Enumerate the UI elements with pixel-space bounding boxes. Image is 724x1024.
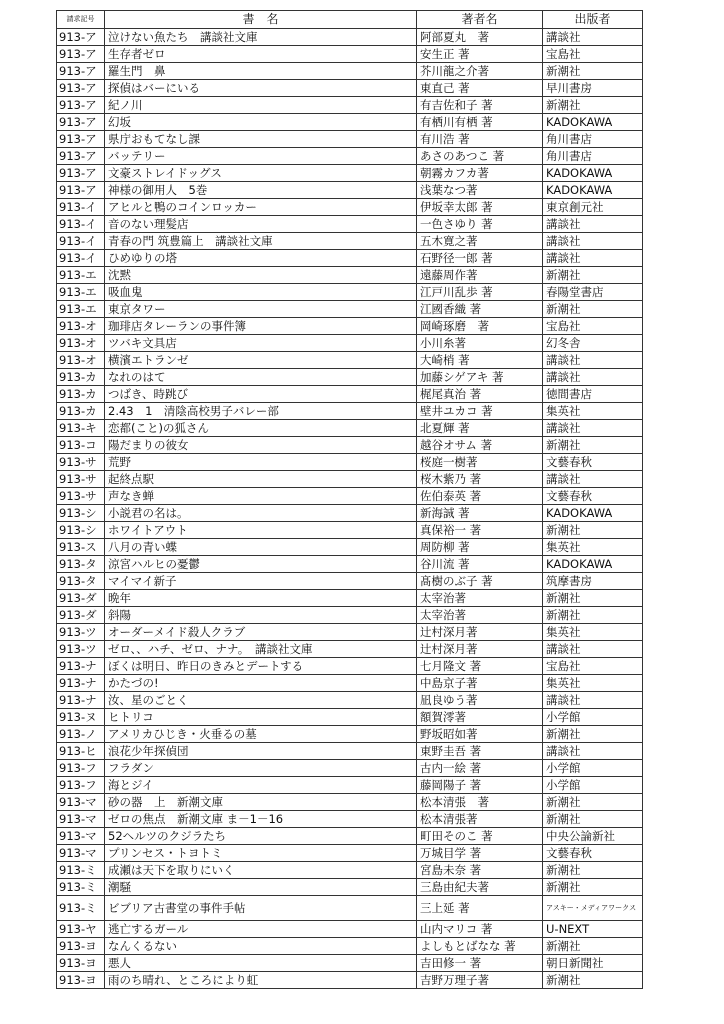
author-cell: 辻村深月著 (417, 641, 543, 658)
publisher-cell: 小学館 (543, 777, 643, 794)
publisher-cell: 幻冬舎 (543, 335, 643, 352)
publisher-cell: 講談社 (543, 420, 643, 437)
title-header: 書 名 (105, 11, 417, 29)
publisher-cell: 新潮社 (543, 938, 643, 955)
title-cell: 涼宮ハルヒの憂鬱 (105, 556, 417, 573)
author-cell: 額賀澪著 (417, 709, 543, 726)
publisher-cell: 新潮社 (543, 794, 643, 811)
title-cell: 幻坂 (105, 114, 417, 131)
table-row (57, 760, 643, 777)
call-number-cell: 913-ア (57, 80, 105, 97)
publisher-cell: 角川書店 (543, 148, 643, 165)
title-cell: 浪花少年探偵団 (105, 743, 417, 760)
author-cell: 周防柳 著 (417, 539, 543, 556)
title-cell: 荒野 (105, 454, 417, 471)
table-row (57, 267, 643, 284)
author-cell: 松本清張著 (417, 811, 543, 828)
author-cell: 梶尾真治 著 (417, 386, 543, 403)
table-row (57, 675, 643, 692)
publisher-cell: 講談社 (543, 233, 643, 250)
author-cell: 新海誠 著 (417, 505, 543, 522)
title-cell: つばき、時跳び (105, 386, 417, 403)
table-row (57, 29, 643, 46)
author-cell: 伊坂幸太郎 著 (417, 199, 543, 216)
table-row (57, 862, 643, 879)
title-cell: 悪人 (105, 955, 417, 972)
call-number-cell: 913-サ (57, 488, 105, 505)
call-number-cell: 913-ナ (57, 658, 105, 675)
table-row (57, 590, 643, 607)
call-number-cell: 913-カ (57, 403, 105, 420)
call-number-cell: 913-キ (57, 420, 105, 437)
call-number-cell: 913-オ (57, 318, 105, 335)
call-number-cell: 913-タ (57, 556, 105, 573)
call-number-cell: 913-マ (57, 811, 105, 828)
call-number-cell: 913-タ (57, 573, 105, 590)
author-cell: 七月隆文 著 (417, 658, 543, 675)
table-row (57, 955, 643, 972)
table-row (57, 539, 643, 556)
author-cell: 岡崎琢磨 著 (417, 318, 543, 335)
author-cell: 桜木紫乃 著 (417, 471, 543, 488)
table-row (57, 352, 643, 369)
publisher-cell: 講談社 (543, 743, 643, 760)
table-row (57, 692, 643, 709)
publisher-cell: 文藝春秋 (543, 488, 643, 505)
title-cell: 八月の青い蝶 (105, 539, 417, 556)
call-number-cell: 913-ア (57, 148, 105, 165)
publisher-cell: 朝日新聞社 (543, 955, 643, 972)
call-number-cell: 913-ア (57, 63, 105, 80)
table-row (57, 607, 643, 624)
publisher-cell: 新潮社 (543, 879, 643, 896)
call-number-cell: 913-イ (57, 233, 105, 250)
title-cell: 県庁おもてなし課 (105, 131, 417, 148)
table-row (57, 403, 643, 420)
publisher-cell: 徳間書店 (543, 386, 643, 403)
table-row (57, 709, 643, 726)
table-row (57, 879, 643, 896)
table-row (57, 658, 643, 675)
title-cell: 2.43 1 清陰高校男子バレー部 (105, 403, 417, 420)
table-row (57, 573, 643, 590)
book-list-table (56, 10, 643, 989)
title-cell: 海とジイ (105, 777, 417, 794)
table-row (57, 199, 643, 216)
table-row (57, 811, 643, 828)
title-cell: ゼロ、、ハチ、ゼロ、ナナ。 講談社文庫 (105, 641, 417, 658)
title-cell: アヒルと鴨のコインロッカー (105, 199, 417, 216)
table-row (57, 641, 643, 658)
table-row (57, 46, 643, 63)
call-number-cell: 913-ツ (57, 624, 105, 641)
author-cell: 谷川流 著 (417, 556, 543, 573)
author-cell: 髙樹のぶ子 著 (417, 573, 543, 590)
publisher-cell: 新潮社 (543, 522, 643, 539)
title-cell: 成瀬は天下を取りにいく (105, 862, 417, 879)
title-cell: 52ヘルツのクジラたち (105, 828, 417, 845)
title-cell: 吸血鬼 (105, 284, 417, 301)
author-cell: 東直己 著 (417, 80, 543, 97)
title-cell: 青春の門 筑豊篇上 講談社文庫 (105, 233, 417, 250)
publisher-cell: 集英社 (543, 675, 643, 692)
title-cell: 珈琲店タレーランの事件簿 (105, 318, 417, 335)
title-cell: ぼくは明日、昨日のきみとデートする (105, 658, 417, 675)
publisher-cell: 講談社 (543, 692, 643, 709)
call-number-cell: 913-ミ (57, 896, 105, 921)
header-row (57, 11, 643, 29)
publisher-cell: 講談社 (543, 641, 643, 658)
title-cell: 起終点駅 (105, 471, 417, 488)
publisher-cell: 中央公論新社 (543, 828, 643, 845)
call-number-cell: 913-ナ (57, 692, 105, 709)
table-row (57, 250, 643, 267)
table-row (57, 420, 643, 437)
call-number-cell: 913-マ (57, 828, 105, 845)
call-number-cell: 913-シ (57, 522, 105, 539)
call-number-cell: 913-イ (57, 216, 105, 233)
table-row (57, 845, 643, 862)
title-cell: 神様の御用人 5巻 (105, 182, 417, 199)
call-number-cell: 913-カ (57, 386, 105, 403)
publisher-cell: 新潮社 (543, 862, 643, 879)
title-cell: バッテリー (105, 148, 417, 165)
author-cell: 太宰治著 (417, 607, 543, 624)
title-cell: アメリカひじき・火垂るの墓 (105, 726, 417, 743)
publisher-cell: 講談社 (543, 250, 643, 267)
author-cell: 三上延 著 (417, 896, 543, 921)
call-number-cell: 913-ミ (57, 862, 105, 879)
publisher-cell: 集英社 (543, 624, 643, 641)
call-number-cell: 913-ヌ (57, 709, 105, 726)
call-number-cell: 913-マ (57, 845, 105, 862)
call-number-cell: 913-イ (57, 199, 105, 216)
table-row (57, 148, 643, 165)
publisher-cell: 宝島社 (543, 658, 643, 675)
author-cell: 壁井ユカコ 著 (417, 403, 543, 420)
table-row (57, 522, 643, 539)
call-number-cell: 913-ア (57, 131, 105, 148)
call-number-cell: 913-ツ (57, 641, 105, 658)
author-cell: 遠藤周作著 (417, 267, 543, 284)
call-number-cell: 913-ア (57, 97, 105, 114)
title-cell: ヒトリコ (105, 709, 417, 726)
author-cell: よしもとばなな 著 (417, 938, 543, 955)
book-list-sheet (56, 10, 643, 989)
table-row (57, 284, 643, 301)
title-cell: 東京タワー (105, 301, 417, 318)
publisher-cell: 新潮社 (543, 267, 643, 284)
publisher-cell: 講談社 (543, 29, 643, 46)
table-row (57, 233, 643, 250)
table-row (57, 896, 643, 921)
title-cell: 砂の器 上 新潮文庫 (105, 794, 417, 811)
author-cell: 五木寛之著 (417, 233, 543, 250)
call-number-cell: 913-フ (57, 777, 105, 794)
table-row (57, 335, 643, 352)
table-row (57, 505, 643, 522)
table-row (57, 301, 643, 318)
title-cell: 逃亡するガール (105, 921, 417, 938)
call-number-cell: 913-ア (57, 29, 105, 46)
call-number-cell: 913-ダ (57, 607, 105, 624)
author-cell: 浅葉なつ著 (417, 182, 543, 199)
author-cell: 中島京子著 (417, 675, 543, 692)
call-number-cell: 913-ダ (57, 590, 105, 607)
call-number-cell: 913-ア (57, 114, 105, 131)
call-number-cell: 913-ス (57, 539, 105, 556)
publisher-cell: 小学館 (543, 760, 643, 777)
call-number-cell: 913-ア (57, 165, 105, 182)
title-cell: 沈黙 (105, 267, 417, 284)
publisher-cell: KADOKAWA (543, 114, 643, 131)
author-cell: 有栖川有栖 著 (417, 114, 543, 131)
table-row (57, 369, 643, 386)
publisher-cell: 文藝春秋 (543, 845, 643, 862)
table-row (57, 777, 643, 794)
table-row (57, 488, 643, 505)
table-row (57, 828, 643, 845)
publisher-cell: 小学館 (543, 709, 643, 726)
author-cell: 小川糸著 (417, 335, 543, 352)
author-cell: 吉田修一 著 (417, 955, 543, 972)
publisher-cell: U-NEXT (543, 921, 643, 938)
call-number-cell: 913-ア (57, 182, 105, 199)
author-cell: 野坂昭如著 (417, 726, 543, 743)
call-number-cell: 913-ヨ (57, 955, 105, 972)
publisher-cell: 文藝春秋 (543, 454, 643, 471)
title-cell: 声なき蝉 (105, 488, 417, 505)
publisher-cell: KADOKAWA (543, 165, 643, 182)
publisher-cell: KADOKAWA (543, 556, 643, 573)
table-row (57, 794, 643, 811)
call-number-cell: 913-エ (57, 267, 105, 284)
author-cell: 越谷オサム 著 (417, 437, 543, 454)
author-cell: 北夏輝 著 (417, 420, 543, 437)
publisher-cell: 角川書店 (543, 131, 643, 148)
author-cell: 有吉佐和子 著 (417, 97, 543, 114)
table-row (57, 216, 643, 233)
title-cell: マイマイ新子 (105, 573, 417, 590)
title-cell: 陽だまりの彼女 (105, 437, 417, 454)
publisher-cell: 新潮社 (543, 97, 643, 114)
table-row (57, 63, 643, 80)
call-number-cell: 913-コ (57, 437, 105, 454)
title-cell: 小説君の名は。 (105, 505, 417, 522)
author-cell: 太宰治著 (417, 590, 543, 607)
title-cell: ひめゆりの塔 (105, 250, 417, 267)
call-number-cell: 913-エ (57, 284, 105, 301)
author-cell: 佐伯泰英 著 (417, 488, 543, 505)
publisher-cell: 宝島社 (543, 46, 643, 63)
author-cell: 辻村深月著 (417, 624, 543, 641)
publisher-cell: 春陽堂書店 (543, 284, 643, 301)
call-number-cell: 913-ヨ (57, 938, 105, 955)
author-cell: 宮島未奈 著 (417, 862, 543, 879)
table-row (57, 471, 643, 488)
publisher-cell: 集英社 (543, 539, 643, 556)
table-row (57, 921, 643, 938)
title-cell: 羅生門 鼻 (105, 63, 417, 80)
publisher-cell: 早川書房 (543, 80, 643, 97)
table-row (57, 726, 643, 743)
author-cell: 江國香織 著 (417, 301, 543, 318)
title-cell: 斜陽 (105, 607, 417, 624)
title-cell: かたづの! (105, 675, 417, 692)
table-row (57, 165, 643, 182)
title-cell: 横濱エトランゼ (105, 352, 417, 369)
call-number-cell: 913-フ (57, 760, 105, 777)
publisher-cell: 宝島社 (543, 318, 643, 335)
publisher-cell: 新潮社 (543, 607, 643, 624)
title-cell: 文豪ストレイドッグス (105, 165, 417, 182)
table-row (57, 97, 643, 114)
author-cell: 東野圭吾 著 (417, 743, 543, 760)
table-row (57, 114, 643, 131)
author-cell: 有川浩 著 (417, 131, 543, 148)
call-number-cell: 913-ミ (57, 879, 105, 896)
table-row (57, 454, 643, 471)
publisher-cell: 講談社 (543, 352, 643, 369)
table-row (57, 131, 643, 148)
publisher-cell: アスキー・メディアワークス (543, 896, 643, 921)
title-cell: ビブリア古書堂の事件手帖 (105, 896, 417, 921)
author-cell: 桜庭一樹著 (417, 454, 543, 471)
call-number-cell: 913-オ (57, 335, 105, 352)
publisher-cell: 新潮社 (543, 590, 643, 607)
table-row (57, 80, 643, 97)
author-cell: 朝霧カフカ著 (417, 165, 543, 182)
author-cell: 三島由紀夫著 (417, 879, 543, 896)
call-number-cell: 913-マ (57, 794, 105, 811)
call-number-cell: 913-ア (57, 46, 105, 63)
title-cell: 探偵はバーにいる (105, 80, 417, 97)
call-number-cell: 913-ヒ (57, 743, 105, 760)
call-number-cell: 913-ナ (57, 675, 105, 692)
table-row (57, 743, 643, 760)
table-row (57, 386, 643, 403)
publisher-cell: 新潮社 (543, 811, 643, 828)
publisher-cell: 集英社 (543, 403, 643, 420)
call-number-cell: 913-カ (57, 369, 105, 386)
title-cell: フラダン (105, 760, 417, 777)
publisher-cell: 講談社 (543, 216, 643, 233)
call-number-header: 請求記号 (57, 11, 105, 29)
title-cell: プリンセス・トヨトミ (105, 845, 417, 862)
table-row (57, 318, 643, 335)
author-cell: 阿部夏丸 著 (417, 29, 543, 46)
title-cell: 泣けない魚たち 講談社文庫 (105, 29, 417, 46)
title-cell: 紀ノ川 (105, 97, 417, 114)
author-cell: 万城目学 著 (417, 845, 543, 862)
publisher-cell: 東京創元社 (543, 199, 643, 216)
title-cell: 雨のち晴れ、ところにより虹 (105, 972, 417, 989)
table-row (57, 556, 643, 573)
title-cell: 汝、星のごとく (105, 692, 417, 709)
author-cell: 吉野万理子著 (417, 972, 543, 989)
publisher-cell: 新潮社 (543, 726, 643, 743)
publisher-cell: 講談社 (543, 471, 643, 488)
publisher-cell: 筑摩書房 (543, 573, 643, 590)
title-cell: ツバキ文具店 (105, 335, 417, 352)
title-cell: オーダーメイド殺人クラブ (105, 624, 417, 641)
author-cell: 安生正 著 (417, 46, 543, 63)
table-row (57, 624, 643, 641)
publisher-cell: 新潮社 (543, 972, 643, 989)
author-cell: 大崎梢 著 (417, 352, 543, 369)
author-cell: 古内一絵 著 (417, 760, 543, 777)
table-row (57, 938, 643, 955)
author-cell: あさのあつこ 著 (417, 148, 543, 165)
author-cell: 芥川龍之介著 (417, 63, 543, 80)
publisher-cell: 新潮社 (543, 63, 643, 80)
title-cell: 生存者ゼロ (105, 46, 417, 63)
call-number-cell: 913-エ (57, 301, 105, 318)
call-number-cell: 913-ヤ (57, 921, 105, 938)
author-cell: 松本清張 著 (417, 794, 543, 811)
author-cell: 加藤シゲアキ 著 (417, 369, 543, 386)
author-header: 著者名 (417, 11, 543, 29)
title-cell: 音のない理髪店 (105, 216, 417, 233)
call-number-cell: 913-ヨ (57, 972, 105, 989)
title-cell: 恋都(こと)の狐さん (105, 420, 417, 437)
publisher-cell: KADOKAWA (543, 505, 643, 522)
author-cell: 真保裕一 著 (417, 522, 543, 539)
author-cell: 石野径一郎 著 (417, 250, 543, 267)
author-cell: 一色さゆり 著 (417, 216, 543, 233)
title-cell: なんくるない (105, 938, 417, 955)
call-number-cell: 913-シ (57, 505, 105, 522)
publisher-cell: 新潮社 (543, 437, 643, 454)
table-row (57, 437, 643, 454)
book-rows (57, 29, 643, 989)
title-cell: 潮騒 (105, 879, 417, 896)
author-cell: 江戸川乱歩 著 (417, 284, 543, 301)
title-cell: ホワイトアウト (105, 522, 417, 539)
title-cell: ゼロの焦点 新潮文庫 ま－1－16 (105, 811, 417, 828)
call-number-cell: 913-サ (57, 471, 105, 488)
table-row (57, 182, 643, 199)
title-cell: なれのはて (105, 369, 417, 386)
call-number-cell: 913-オ (57, 352, 105, 369)
table-row (57, 972, 643, 989)
call-number-cell: 913-イ (57, 250, 105, 267)
author-cell: 藤岡陽子 著 (417, 777, 543, 794)
publisher-header: 出版者 (543, 11, 643, 29)
publisher-cell: 新潮社 (543, 301, 643, 318)
publisher-cell: 講談社 (543, 369, 643, 386)
author-cell: 山内マリコ 著 (417, 921, 543, 938)
author-cell: 凪良ゆう著 (417, 692, 543, 709)
author-cell: 町田そのこ 著 (417, 828, 543, 845)
title-cell: 晩年 (105, 590, 417, 607)
publisher-cell: KADOKAWA (543, 182, 643, 199)
call-number-cell: 913-サ (57, 454, 105, 471)
call-number-cell: 913-ノ (57, 726, 105, 743)
